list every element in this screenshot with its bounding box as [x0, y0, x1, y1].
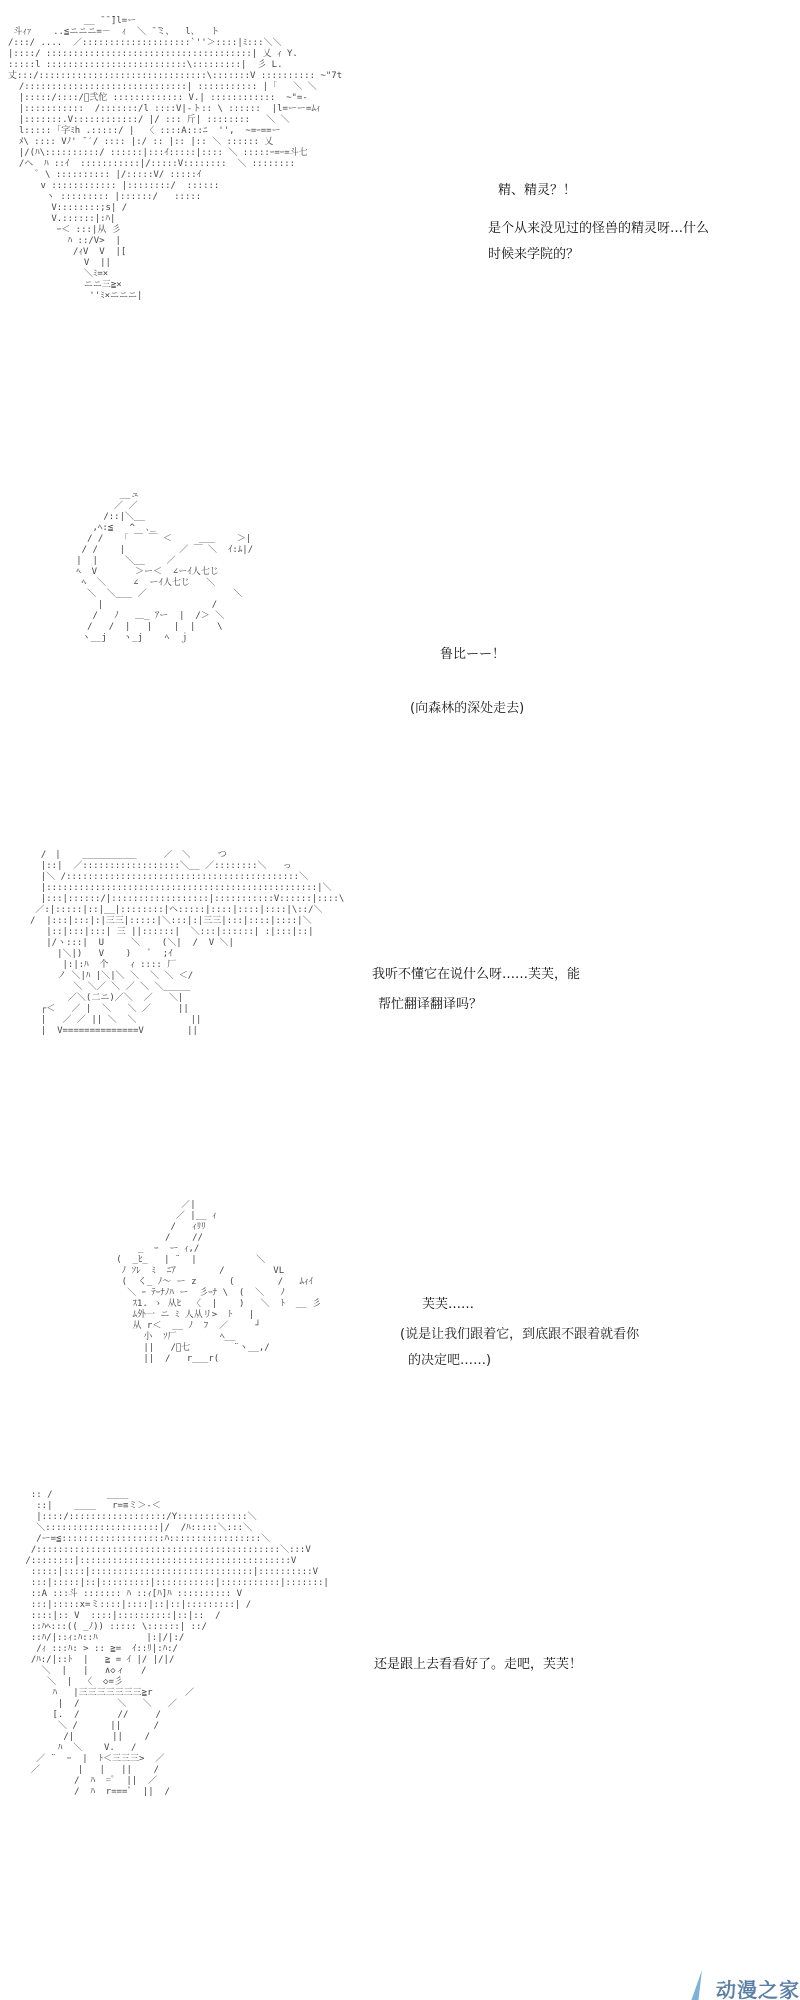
narration-line: 的决定吧……) [408, 1353, 492, 1368]
narration-line: (向森林的深处走去) [410, 701, 525, 716]
dialogue-line: 还是跟上去看看好了。走吧，芙芙！ [374, 1657, 583, 1672]
panel-4 [0, 1200, 800, 1460]
watermark-logo-icon [680, 1968, 710, 2000]
watermark-text: 动漫之家 [716, 1978, 800, 2000]
panel-3 [0, 850, 800, 1180]
panel-4-ascii-art: ／| ／ |__ ｨ / ｨﾘﾘ / // _ ｰ ー ｨ,/ ( _ﾋ_ | ¨ | ＼ ﾉ ｿﾚ ﾐ ﾆｱ / VL ( く_ ﾉ〜 ー z ( / ﾑｨｲ ＼ ｰ ﾃｰﾅﾉﾊ ー 彡ｰﾅ \ ( ＼ ﾉ ｽ1. ゝ 从ﾋ 〈 | ) ＼ ﾄ __ 彡 ﾑ外一 ニ ﾐ 人从リ> ﾄ | 从 r＜ __ ﾉ ﾌ ／ ┘ 小 ｿ厂 ﾍ__ || /ﾞ七 ¨ヽ__,/ || / r___r( [116, 1200, 322, 1364]
dialogue-line: 鲁比ーー！ [440, 647, 506, 662]
dialogue-line: 是个从来没见过的怪兽的精灵呀…什么 [488, 221, 710, 236]
panel-5-dialogue [374, 1652, 582, 1678]
panel-5-ascii-art: :: / ____ ::| ____ r=≡ミ＞-＜ |::::/::::::::::::::::::/Y:::::::::::::＼ ＼:::::::::::::::::::::|/ /ﾊ:::::＼:::＼ /ー=≦:::::::::::::::::::ﾊ:::::::::::::::::＼ /:::::::::::::::::::::::::::::::::::::::::::::＼:::V /::::::::|:::::::::::::::::::::::::::::::::::::::V :::::|::::|::::::::::::::::::::::::::::::|::::::::::V :::|:::::|::|:::::::::|:::::::::::|:::::::::::|:::::::| ::A :::斗 ::::::: ﾊ ::ｨ[ﾊ]ﾊ :::::::::: V :::|:::::x=ミ::::|::::|::|::|:::::::::| / ::::|:: V ::::|::::::::::|::|:: / ::ﾊﾍ:::(( _ﾉ)) ::::: \::::::| ::/ ::ﾊ/|::ｨ:ﾊ::ﾊ |:|/|:/ /ｨ :::ﾊ: > :: ≧= ｲ::ﾘ|:ﾊ:/ /ﾊ:/|::ﾄ | ≧ = ｲ |/ |/|/ ＼ | | ∧◇ィ / ＼ | 〈 ◇=彡 ﾊ |三三三三三三三≧r ／ | / ＼ ＼ ／ [. / // / ＼ / || / /| || / ﾊ ＼ V. / ／ ¨ ｰ | ﾄ＜三三三> ／ ／ | | || / / ﾊ =ﾟ || ／ / ﾊ r===ﾟ || / [25, 1490, 329, 1797]
panel-3-ascii-art: /￣| __________ ／￣＼ つ |::| ／::::::::::::::::::＼__ ／::::::::＼ っ |＼ /:::::::::::::::::::::::::::::::::::::::::::＼ |::::::::::::::::::::::::::::::::::::::::::::::::::|＼ |:::|::::::/|::::::::::::::::::|:::::::::::V::::::|::::\ ／:|:::::|::|__|::::::::|ヘ:::::|::::|::::|::::|\::/＼ / |:::|:::|:|三三|:::::|＼:::|:|三三|:::|::::|::::|＼ |::|:::|:::| 三 ||::::::| ＼:::|::::::| :|:::|::| |/ヽ:::| U ＼ (＼| / V ＼| |＼|) V ) ﾞ ;ｲ |:|:ﾊ 个 ｨ :::: 厂 ノ ＼|ﾊ |＼|＼ ＼ ＼ ＼ ＜/ ＼ ＼／ ＼ ／ ＼ ＼_____ ／＼(二ニ)／＼ ／ ＼| ┌＜ ／ | ＼ ＼ ／ || | ／ ／ || ＼ ＼ || | V==============V || [30, 850, 345, 1036]
dialogue-line: 时候来学院的？ [488, 247, 580, 262]
panel-1 [0, 0, 800, 460]
panel-5 [0, 1490, 800, 2000]
panel-2-ascii-art: __ュ ／ ／ /::|＼__ ,ﾍ:≦ ^ ､_ / / 「 ￣ ￣ ＜ ___ ＞| / / | ／ ￣ ＼ ｲ:ﾑ|/ | | ＼__ ／ ﾍ V ＞ー＜ ∠ーｲ人七じ ﾍ ＼ ∠ ーｲ人七じ ＼ ＼ ＼___ ／ ＼ | / / ﾉ ＿_ ｱー | /＞ ＼ / / | | | | \ ヽ__j ヽ_j ﾍ ｊ [76, 490, 254, 643]
site-watermark [680, 1964, 800, 2000]
dialogue-line: 我听不懂它在说什么呀……芙芙，能 [372, 967, 581, 982]
panel-1-ascii-art: __ ̄ ̄ ̄]l=ー 斗ｨｧ ..≦ニニニ=－ ｨ ＼ ̄ ̄ミ、 l、 ト /:::/ .... ／::::::::::::::::::::`''＞::::|ﾐ:::＼＼ |::::/ ::::::::::::::::::::::::::::::::::::::| 乂 ｨ Y. :::::l ::::::::::::::::::::::::::\:::::::::| 彡 L. 丈:::/:::::::::::::::::::::::::::::::\:::::::V :::::::::: ~"7t /::::::::::::::::::::::::::::::| ::::::::::: |「 ＼ ＼ |:::::/::::/ﾞ弐佗 ::::::::::::: V.| :::::::::::: ~"=- |::::::::::: /:::::::/l ::::V|-ト:: \ :::::: |l=ーー=ﾑｨ |:::::::.V::::::::::::/ |/ ::: 斤| :::::::: ＼ ＼ l::::: ｢字ﾐh .:::::/ | 〈 ::::A:::ﾆ '', ~=ｰ==ー ﾒ\ :::: Vﾉ' ̄ ′/ :::: |:/ :: |:: |:: ＼ :::::: 乂 |/(ﾊ\::::::::::/ ::::::|:::ｲ:::::|:::: ＼ :::::ｰ=ｰ=斗七 /ヘ ﾊ ::ｲ :::::::::::|/:::::V:::::::: ＼ :::::::: ﾟ \ :::::::::: |/:::::V/ :::::ｲ v :::::::::::: |::::::::/ :::::: ヽ ::::::::: |::::::/ ::::: V::::::::;s| / V.::::::|:ﾊ| ｰ＜ :::|从 彡 ﾊ ::/V> | /ｨV V |[ V || ＼ﾐ=× ニニ三≧× ''ﾐ×ニニニ| [8, 16, 343, 301]
dialogue-line: 芙芙…… [422, 1297, 475, 1312]
narration-line: (说是让我们跟着它，到底跟不跟着就看你 [400, 1327, 640, 1342]
panel-2 [0, 490, 800, 830]
panel-4-dialogue [400, 1292, 639, 1374]
dialogue-line: 帮忙翻译翻译吗？ [378, 997, 483, 1012]
panel-3-dialogue [372, 962, 580, 1018]
panel-2-dialogue [410, 642, 524, 722]
dialogue-line: 精、精灵？！ [498, 183, 577, 198]
panel-1-dialogue [488, 178, 710, 268]
